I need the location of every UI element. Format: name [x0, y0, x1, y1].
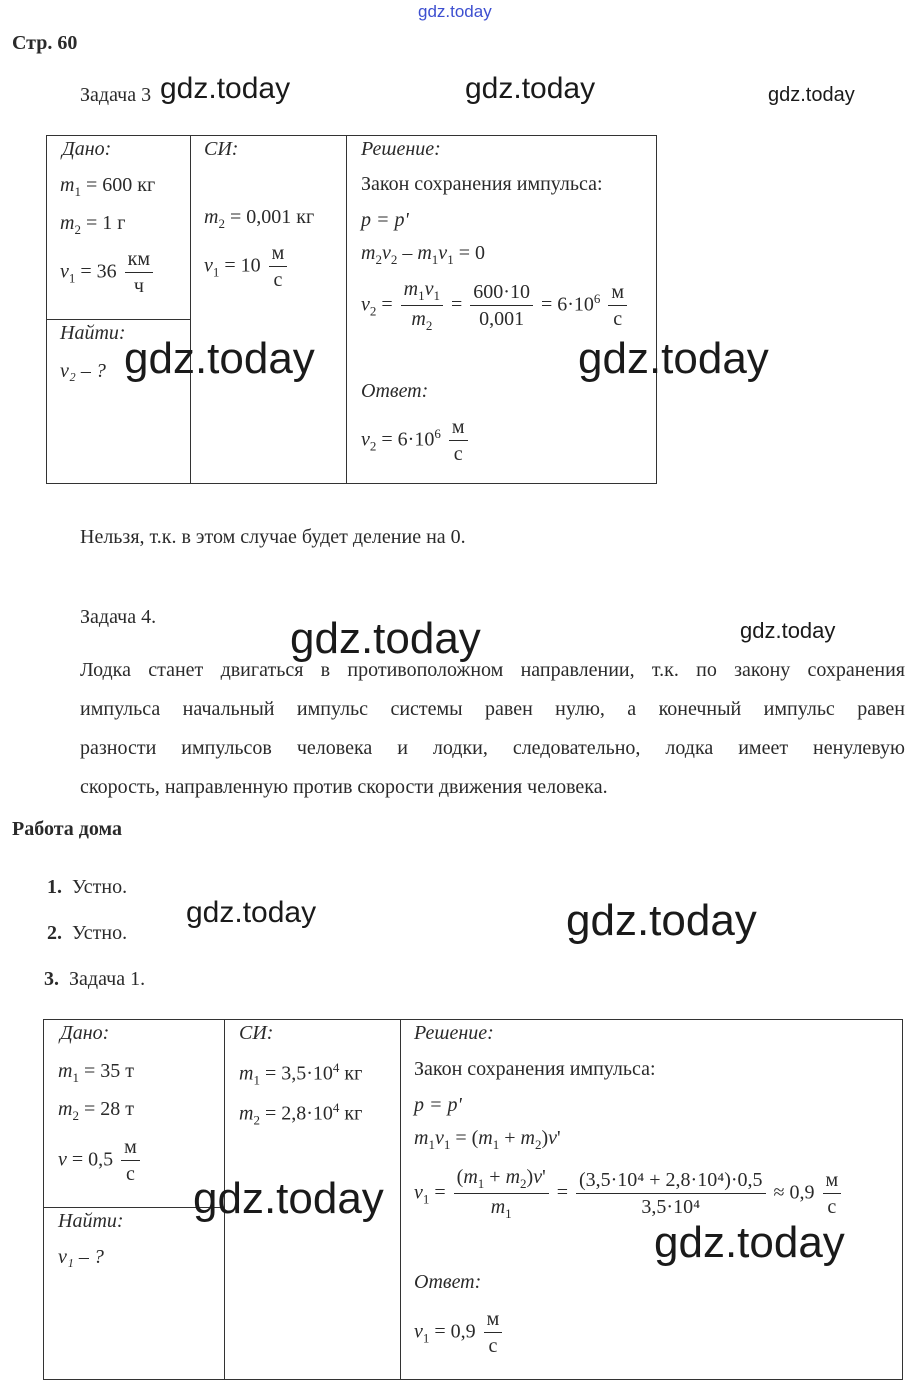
equation-balance: $m_2v_2 - m_1v_1 = 0$ — [361, 242, 485, 267]
watermark: gdz.today — [740, 618, 836, 643]
given-m1: $m_1 = 600$ кг — [60, 174, 156, 199]
find-value: v₁ – ? — [58, 1246, 104, 1268]
top-watermark: gdz.today — [418, 2, 492, 21]
watermark: gdz.today — [193, 1174, 384, 1223]
page-header: Стр. 60 — [12, 32, 78, 54]
si-m2: $m_2 = 0,001$ кг — [204, 206, 315, 231]
equation-momentum: p = p' — [361, 209, 409, 231]
answer-label: Ответ: — [361, 380, 429, 402]
task4-title: Задача 4. — [80, 606, 157, 628]
find-label: Найти: — [58, 1210, 124, 1232]
given-m2: $m_2 = 1$ г — [60, 212, 126, 237]
watermark: gdz.today — [654, 1218, 845, 1267]
table-divider — [46, 319, 191, 320]
watermark: gdz.today — [124, 334, 315, 383]
given-m2: $m_2 = 28$ т — [58, 1098, 134, 1123]
watermark: gdz.today — [186, 896, 317, 929]
si-v1: $v_1 = 10$ $\frac{м}{с}$ — [204, 242, 290, 292]
solution-label: Решение: — [414, 1022, 494, 1044]
si-m1: $m_1 = 3,5\cdot 10^4$ кг — [239, 1060, 363, 1088]
given-v: v = 0,5 $\frac{м}{с}$ — [58, 1136, 143, 1186]
homework-item: 1. Устно. — [47, 876, 128, 898]
table-divider — [400, 1019, 401, 1379]
solution-label: Решение: — [361, 138, 441, 160]
si-label: СИ: — [239, 1022, 274, 1044]
si-label: СИ: — [204, 138, 239, 160]
law-text: Закон сохранения импульса: — [414, 1058, 656, 1080]
si-m2: $m_2 = 2,8\cdot 10^4$ кг — [239, 1100, 363, 1128]
paragraph-line: Лодка станет двигаться в противоположном направлении, т.к. по закону сохранения — [80, 659, 905, 681]
paragraph-line: импульса начальный импульс системы равен нулю, а конечный импульс равен — [80, 698, 905, 720]
law-text: Закон сохранения импульса: — [361, 173, 603, 195]
answer-value: $v_2 = 6\cdot 10^6$ $\frac{м}{с}$ — [361, 416, 471, 466]
paragraph-line: скорость, направленную против скорости движения человека. — [80, 776, 608, 798]
task4-paragraph — [80, 651, 905, 807]
task3-title: Задача 3 — [80, 84, 152, 106]
equation-result: $v_1$ = $\frac{(m_1 + m_2)v'}{m_1}$ = $\frac{\text{(3,5·10⁴ + 2,8·10⁴)·0,5}}{\text{3,5·10⁴}}$ ≈ 0,9 $\frac{м}{с}$ — [414, 1166, 844, 1222]
find-value: v₂ – ? — [60, 360, 106, 382]
homework-item: 3. Задача 1. — [44, 968, 146, 990]
given-label: Дано: — [62, 138, 112, 160]
watermark: gdz.today — [160, 72, 291, 105]
given-label: Дано: — [60, 1022, 110, 1044]
equation-result: $v_2$ = $\frac{m_1v_1}{m_2}$ = $\frac{600\cdot 10}{0,001}$ = $6\cdot 10^6$ $\frac{м}{с}$ — [361, 278, 630, 334]
watermark: gdz.today — [566, 896, 757, 945]
note-text: Нельзя, т.к. в этом случае будет деление на 0. — [80, 526, 466, 548]
watermark: gdz.today — [290, 614, 481, 663]
answer-value: $v_1 = 0,9$ $\frac{м}{с}$ — [414, 1308, 505, 1358]
watermark: gdz.today — [465, 72, 596, 105]
homework-title: Работа дома — [12, 818, 122, 840]
find-label: Найти: — [60, 322, 126, 344]
given-v1: $v_1 = 36$ $\frac{км}{ч}$ — [60, 248, 156, 298]
equation-momentum: p = p' — [414, 1094, 462, 1116]
paragraph-line: разности импульсов человека и лодки, следовательно, лодка имеет ненулевую — [80, 737, 905, 759]
watermark: gdz.today — [768, 84, 855, 106]
equation-balance: $m_1v_1 = (m_1 + m_2)v'$ — [414, 1127, 561, 1152]
table-divider — [190, 135, 191, 483]
table-divider — [346, 135, 347, 483]
given-m1: $m_1 = 35$ т — [58, 1060, 134, 1085]
answer-label: Ответ: — [414, 1271, 482, 1293]
watermark: gdz.today — [578, 334, 769, 383]
homework-item: 2. Устно. — [47, 922, 128, 944]
